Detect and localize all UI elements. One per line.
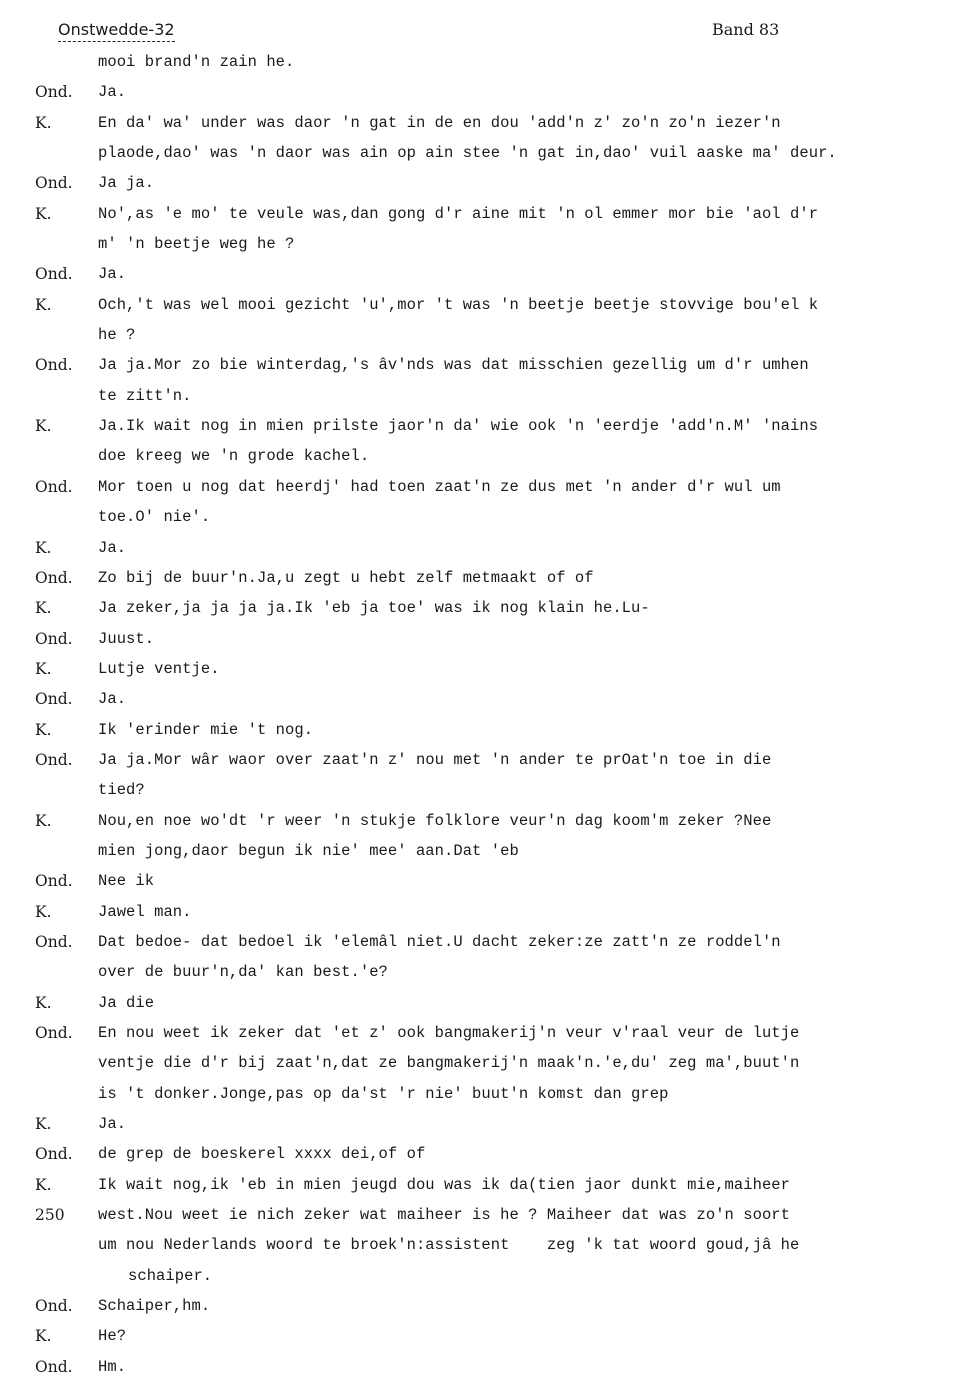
transcript-line — [0, 593, 973, 623]
line-text: Ik 'erinder mie 't nog. — [98, 720, 314, 739]
transcript-line — [0, 47, 973, 77]
line-text: Ja. — [98, 265, 127, 284]
transcript-line — [0, 1230, 973, 1260]
speaker-label: Ond. — [35, 356, 73, 375]
line-text: Hm. — [98, 1357, 127, 1376]
line-text: Ja zeker,ja ja ja ja.Ik 'eb ja toe' was ik nog klain he.Lu- — [98, 599, 650, 618]
line-text: Ja. — [98, 690, 127, 709]
speaker-label: K. — [35, 811, 52, 830]
line-text: Dat bedoe- dat bedoel ik 'elemâl niet.U dacht zeker:ze zatt'n ze roddel'n — [98, 932, 781, 951]
line-text: Ja. — [98, 538, 127, 557]
transcript-line — [0, 745, 973, 775]
speaker-label: 250 — [35, 1206, 65, 1225]
speaker-label: Ond. — [35, 629, 73, 648]
transcript-line — [0, 866, 973, 896]
transcript-line — [0, 441, 973, 471]
transcript-line — [0, 654, 973, 684]
transcript-body — [0, 47, 973, 1382]
transcript-line — [0, 290, 973, 320]
transcript-line — [0, 320, 973, 350]
speaker-label: K. — [35, 1115, 52, 1134]
transcript-line — [0, 1139, 973, 1169]
line-text: Ja die — [98, 993, 155, 1012]
transcript-line — [0, 1048, 973, 1078]
speaker-label: Ond. — [35, 750, 73, 769]
line-text: he ? — [98, 326, 136, 345]
transcript-line — [0, 1018, 973, 1048]
speaker-label: K. — [35, 1327, 52, 1346]
speaker-label: K. — [35, 1175, 52, 1194]
line-text: is 't donker.Jonge,pas op da'st 'r nie' buut'n komst dan grep — [98, 1084, 669, 1103]
line-text: doe kreeg we 'n grode kachel. — [98, 447, 370, 466]
transcript-line — [0, 1352, 973, 1382]
line-text: Zo bij de buur'n.Ja,u zegt u hebt zelf metmaakt of of — [98, 568, 594, 587]
transcript-line — [0, 77, 973, 107]
transcript-line — [0, 472, 973, 502]
speaker-label: Ond. — [35, 477, 73, 496]
line-text: de grep de boeskerel xxxx dei,of of — [98, 1145, 426, 1164]
header-underline — [58, 41, 175, 42]
line-text: Ja. — [98, 1115, 127, 1134]
header-location-text: Onstwedde-32 — [58, 20, 175, 39]
line-text: No',as 'e mo' te veule was,dan gong d'r aine mit 'n ol emmer mor bie 'aol d'r — [98, 204, 819, 223]
line-text: Lutje ventje. — [98, 659, 220, 678]
header-band: Band 83 — [712, 20, 780, 39]
transcript-line — [0, 684, 973, 714]
transcript-line — [0, 502, 973, 532]
line-text: te zitt'n. — [98, 386, 192, 405]
transcript-line — [0, 988, 973, 1018]
line-text: Mor toen u nog dat heerdj' had toen zaat'n ze dus met 'n ander d'r wul um — [98, 477, 781, 496]
line-text: ventje die d'r bij zaat'n,dat ze bangmakerij'n maak'n.'e,du' zeg ma',buut'n — [98, 1054, 800, 1073]
transcript-line — [0, 138, 973, 168]
transcript-line — [0, 1079, 973, 1109]
line-text: He? — [98, 1327, 127, 1346]
transcript-line — [0, 350, 973, 380]
transcript-line — [0, 806, 973, 836]
line-text: Nee ik — [98, 872, 155, 891]
line-text: schaiper. — [128, 1266, 213, 1285]
transcript-line — [0, 108, 973, 138]
transcript-line — [0, 715, 973, 745]
transcript-line — [0, 927, 973, 957]
speaker-label: Ond. — [35, 1357, 73, 1376]
speaker-label: Ond. — [35, 1297, 73, 1316]
line-text: Och,'t was wel mooi gezicht 'u',mor 't was 'n beetje beetje stovvige bou'el k — [98, 295, 819, 314]
speaker-label: Ond. — [35, 174, 73, 193]
line-text: Ja. — [98, 83, 127, 102]
line-text: Ja.Ik wait nog in mien prilste jaor'n da' wie ook 'n 'eerdje 'add'n.M' 'nains — [98, 417, 819, 436]
transcript-line — [0, 168, 973, 198]
transcript-line — [0, 1170, 973, 1200]
line-text: En da' wa' under was daor 'n gat in de en dou 'add'n z' zo'n zo'n iezer'n — [98, 113, 781, 132]
speaker-label: K. — [35, 599, 52, 618]
line-text: Ja ja.Mor zo bie winterdag,'s âv'nds was dat misschien gezellig um d'r umhen — [98, 356, 809, 375]
transcript-line — [0, 957, 973, 987]
speaker-label: Ond. — [35, 932, 73, 951]
line-text: tied? — [98, 781, 145, 800]
line-text: toe.O' nie'. — [98, 508, 211, 527]
speaker-label: Ond. — [35, 83, 73, 102]
transcript-line — [0, 1109, 973, 1139]
line-text: En nou weet ik zeker dat 'et z' ook bangmakerij'n veur v'raal veur de lutje — [98, 1024, 800, 1042]
speaker-label: K. — [35, 538, 52, 557]
speaker-label: Ond. — [35, 872, 73, 891]
speaker-label: Ond. — [35, 568, 73, 587]
line-text: um nou Nederlands woord te broek'n:assistent zeg 'k tat woord goud,jâ he — [98, 1236, 800, 1255]
header-location — [58, 20, 175, 39]
speaker-label: K. — [35, 204, 52, 223]
speaker-label: K. — [35, 417, 52, 436]
transcript-line — [0, 1321, 973, 1351]
speaker-label: K. — [35, 113, 52, 132]
transcript-line — [0, 1200, 973, 1230]
line-text: Nou,en noe wo'dt 'r weer 'n stukje folklore veur'n dag koom'm zeker ?Nee — [98, 811, 772, 830]
transcript-line — [0, 411, 973, 441]
line-text: west.Nou weet ie nich zeker wat maiheer is he ? Maiheer dat was zo'n soort — [98, 1206, 791, 1225]
line-text: m' 'n beetje weg he ? — [98, 235, 295, 254]
speaker-label: Ond. — [35, 690, 73, 709]
line-text: Ja ja.Mor wâr waor over zaat'n z' nou met 'n ander te prOat'n toe in die — [98, 750, 772, 769]
transcript-line — [0, 775, 973, 805]
transcript-line — [0, 229, 973, 259]
speaker-label: K. — [35, 659, 52, 678]
speaker-label: Ond. — [35, 1145, 73, 1164]
transcript-line — [0, 199, 973, 229]
transcript-line — [0, 259, 973, 289]
line-text: Juust. — [98, 629, 155, 648]
line-text: over de buur'n,da' kan best.'e? — [98, 963, 388, 982]
line-text: mooi brand'n zain he. — [98, 53, 295, 71]
speaker-label: K. — [35, 902, 52, 921]
speaker-label: K. — [35, 720, 52, 739]
speaker-label: K. — [35, 993, 52, 1012]
transcript-line — [0, 381, 973, 411]
line-text: Jawel man. — [98, 902, 192, 921]
transcript-line — [0, 1261, 973, 1291]
transcript-line — [0, 836, 973, 866]
transcript-line — [0, 624, 973, 654]
transcript-line — [0, 563, 973, 593]
line-text: Ik wait nog,ik 'eb in mien jeugd dou was ik da(tien jaor dunkt mie,maiheer — [98, 1175, 791, 1194]
speaker-label: K. — [35, 295, 52, 314]
line-text: Schaiper,hm. — [98, 1297, 211, 1316]
line-text: mien jong,daor begun ik nie' mee' aan.Dat 'eb — [98, 841, 519, 860]
transcript-line — [0, 533, 973, 563]
line-text: Ja ja. — [98, 174, 155, 193]
transcript-line — [0, 1291, 973, 1321]
transcript-line — [0, 897, 973, 927]
speaker-label: Ond. — [35, 1024, 73, 1042]
line-text: plaode,dao' was 'n daor was ain op ain stee 'n gat in,dao' vuil aaske ma' deur. — [98, 144, 837, 163]
speaker-label: Ond. — [35, 265, 73, 284]
